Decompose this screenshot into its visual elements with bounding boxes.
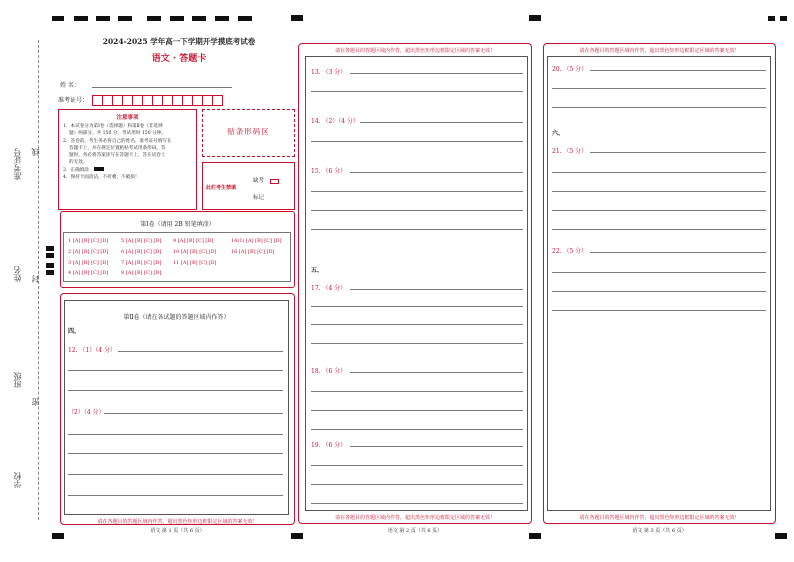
answer-line xyxy=(552,229,766,230)
question-22-label: 22. （5 分） xyxy=(552,248,588,255)
barcode-label: 贴条形码区 xyxy=(227,127,270,136)
answer-line xyxy=(104,413,283,414)
answer-line xyxy=(311,91,523,92)
answer-line xyxy=(311,229,523,230)
answer-line xyxy=(311,484,523,485)
timing-mark xyxy=(291,15,303,21)
side-mark xyxy=(46,263,54,268)
name-field[interactable] xyxy=(92,87,232,88)
answer-line xyxy=(68,390,283,391)
answer-line xyxy=(68,370,283,371)
answer-line xyxy=(311,141,523,142)
question-13-label: 13. （3 分） xyxy=(311,69,347,76)
timing-mark xyxy=(215,16,229,21)
section-six: 六、 xyxy=(552,130,565,137)
margin-label-name: 姓名 xyxy=(13,266,22,282)
answer-line xyxy=(311,210,523,211)
answer-line xyxy=(311,429,523,430)
ticket-label: 准考证号： xyxy=(58,97,89,104)
notice-item: 答题卡上，并在规定位置粘贴考试用条形码。答 xyxy=(69,145,166,151)
answer-line xyxy=(311,306,523,307)
margin-label-close: 密 xyxy=(31,398,40,406)
question-17-label: 17. （4 分） xyxy=(311,285,347,292)
absent-label-top: 缺考 xyxy=(253,178,265,184)
answer-line xyxy=(552,291,766,292)
answer-line xyxy=(552,272,766,273)
mcq-item[interactable]: 8 [A] [B] [C] [D] xyxy=(121,270,162,276)
notice-item: 的无效。 xyxy=(69,160,88,166)
answer-line xyxy=(590,70,766,71)
answer-line xyxy=(311,503,523,504)
notice-item: 3．正确填涂 xyxy=(63,167,89,173)
notice-item-fill xyxy=(63,167,192,174)
question-21-label: 21. （5 分） xyxy=(552,148,588,155)
notice-item: 题时，务必将答案涂写在答题卡上，答在试卷上 xyxy=(69,153,166,159)
timing-mark xyxy=(238,16,252,21)
answer-line xyxy=(311,410,523,411)
question-15-label: 15. （6 分） xyxy=(311,168,347,175)
answer-line xyxy=(311,191,523,192)
question-12-2-label: （2）（4 分） xyxy=(68,409,105,416)
answer-line xyxy=(590,152,766,153)
part1-title: 第Ⅰ卷（请用 2B 铅笔填涂） xyxy=(140,221,215,228)
answer-line xyxy=(350,172,523,173)
barcode-area xyxy=(202,109,295,157)
question-19-label: 19. （6 分） xyxy=(311,442,347,449)
page-footer: 语文 第 2 页（共 6 页） xyxy=(387,528,443,534)
mcq-item[interactable]: 14(1) [A] [B] [C] [D] xyxy=(231,238,282,244)
notice-item: 2．答卷前，考生务必将自己的姓名、准考证号填写在 xyxy=(63,138,172,144)
question-20-label: 20. （5 分） xyxy=(552,66,588,73)
answer-line xyxy=(311,465,523,466)
answer-line xyxy=(552,172,766,173)
answer-line xyxy=(590,252,766,253)
ticket-number-boxes[interactable] xyxy=(92,91,222,110)
answer-line xyxy=(311,324,523,325)
question-18-label: 18. （6 分） xyxy=(311,368,347,375)
answer-line xyxy=(68,495,283,496)
absent-label-bottom: 标记 xyxy=(253,195,265,201)
timing-mark xyxy=(96,16,110,21)
answer-line xyxy=(311,343,523,344)
timing-mark xyxy=(147,16,161,21)
mcq-item[interactable]: 16 [A] [B] [C] [D] xyxy=(231,249,275,255)
subject-title: 语文 · 答题卡 xyxy=(151,54,207,64)
timing-mark xyxy=(780,16,787,21)
answer-line xyxy=(350,372,523,373)
answer-line xyxy=(118,351,283,352)
answer-line xyxy=(311,391,523,392)
timing-mark xyxy=(74,16,88,21)
mcq-item[interactable]: 11 [A] [B] [C] [D] xyxy=(173,260,217,266)
mcq-item[interactable]: 7 [A] [B] [C] [D] xyxy=(121,260,162,266)
question-14-label: 14. （2）（4 分） xyxy=(311,118,359,125)
page3-answer-area[interactable] xyxy=(547,56,771,511)
mcq-item[interactable]: 2 [A] [B] [C] [D] xyxy=(68,249,109,255)
notice-item: 题）两部分。共 150 分，考试用时 150 分钟。 xyxy=(69,131,166,137)
answer-area-warning: 请在各题目的答题区域内作答，超出黑色矩形边框限定区域的答案无效！ xyxy=(97,519,258,525)
side-mark xyxy=(46,253,54,258)
answer-area-warning: 请在各题目的答题区域内作答，超出黑色矩形边框限定区域的答案无效！ xyxy=(334,48,495,54)
margin-label-class: 班级 xyxy=(13,372,22,388)
part2-title: 第Ⅱ卷（请在各试题的答题区域内作答） xyxy=(123,314,230,321)
section-four: 四、 xyxy=(68,328,81,335)
timing-mark xyxy=(118,16,132,21)
answer-line xyxy=(552,210,766,211)
question-12-1-label: 12. （1）（4 分） xyxy=(68,347,116,354)
margin-label-line: 线 xyxy=(31,148,40,156)
margin-label-school: 学校 xyxy=(13,472,22,488)
answer-line xyxy=(552,310,766,311)
notice-item: 4．保持卡面清洁，不折叠，不破损！ xyxy=(63,175,140,181)
margin-label-seal: 封 xyxy=(31,275,40,283)
answer-line xyxy=(350,289,523,290)
name-label: 姓 名： xyxy=(60,82,80,89)
answer-line xyxy=(350,446,523,447)
mcq-item[interactable]: 6 [A] [B] [C] [D] xyxy=(121,249,162,255)
absent-note: 此栏考生禁填 xyxy=(206,185,237,191)
answer-area-warning: 请在各题目的答题区域内作答，超出黑色矩形边框限定区域的答案无效！ xyxy=(579,515,740,521)
timing-mark xyxy=(768,16,775,21)
notice-item: 1．本试卷分为第Ⅰ卷（选择题）和第Ⅱ卷（非选择 xyxy=(63,124,163,129)
timing-mark xyxy=(170,16,184,21)
notice-title: 注意事项 xyxy=(116,115,139,121)
mcq-item[interactable]: 5 [A] [B] [C] [D] xyxy=(121,238,162,244)
answer-line xyxy=(68,434,283,435)
section-five: 五、 xyxy=(311,267,324,274)
answer-line xyxy=(552,88,766,89)
margin-label-ticket: 准考证号 xyxy=(13,148,22,180)
timing-mark xyxy=(775,533,787,539)
side-mark xyxy=(46,246,54,251)
timing-mark xyxy=(52,16,64,21)
answer-line xyxy=(360,122,523,123)
answer-line xyxy=(552,191,766,192)
page-footer: 语文 第 1 页（共 6 页） xyxy=(150,528,205,534)
answer-area-warning: 请在各题目的答题区域内作答，超出黑色矩形边框限定区域的答案无效！ xyxy=(579,48,740,54)
mcq-item[interactable]: 9 [A] [B] [C] [D] xyxy=(173,238,214,244)
notice-box xyxy=(58,109,197,210)
fill-sample-icon xyxy=(94,167,104,171)
page-footer: 语文 第 3 页（共 6 页） xyxy=(632,528,687,534)
absent-box xyxy=(202,162,295,210)
mcq-item[interactable]: 10 [A] [B] [C] [D] xyxy=(173,249,217,255)
mcq-item[interactable]: 3 [A] [B] [C] [D] xyxy=(68,260,109,266)
timing-mark xyxy=(192,16,206,21)
timing-mark xyxy=(529,15,541,21)
answer-line xyxy=(68,474,283,475)
answer-line xyxy=(68,453,283,454)
side-mark xyxy=(46,270,54,275)
answer-line xyxy=(350,73,523,74)
mcq-item[interactable]: 1 [A] [B] [C] [D] xyxy=(68,238,109,244)
exam-title: 2024-2025 学年高一下学期开学摸底考试卷 xyxy=(102,37,256,46)
absent-checkbox[interactable] xyxy=(270,179,279,184)
mcq-item[interactable]: 4 [A] [B] [C] [D] xyxy=(68,270,109,276)
answer-area-warning: 请在各题目的答题区域内作答，超出黑色矩形边框限定区域的答案无效！ xyxy=(334,515,495,521)
answer-line xyxy=(552,107,766,108)
